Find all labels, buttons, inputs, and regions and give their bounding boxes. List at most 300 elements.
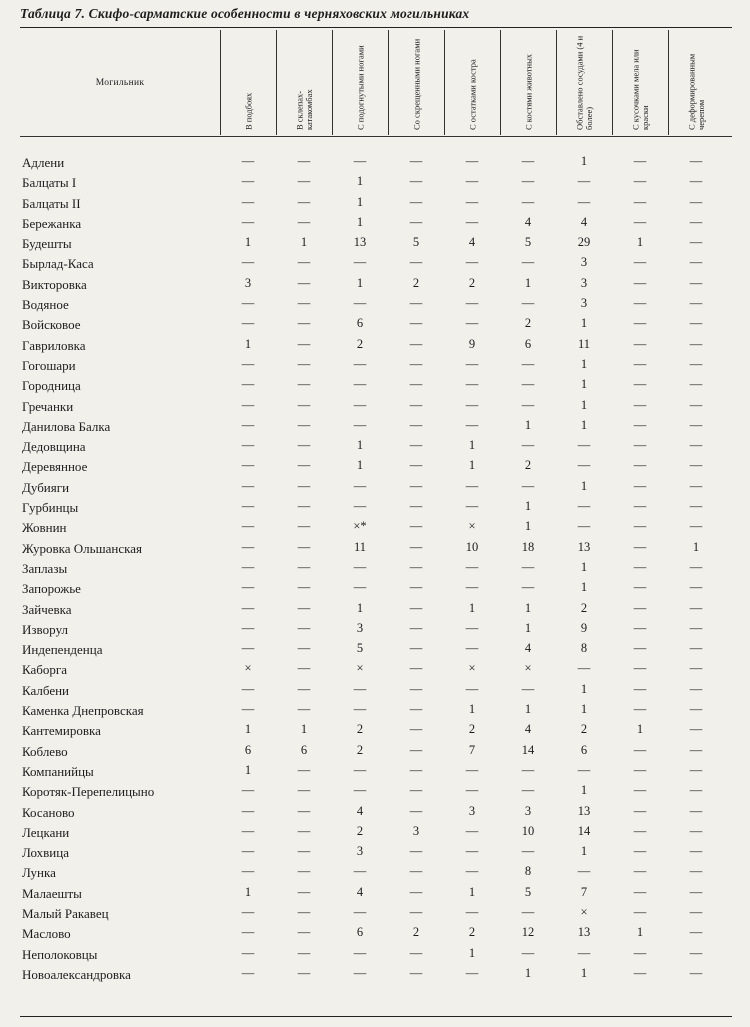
table-cell: —: [297, 296, 311, 311]
table-cell: —: [465, 194, 479, 209]
table-cell: —: [521, 904, 535, 919]
table-row: [20, 517, 732, 537]
table-cell: —: [409, 742, 423, 757]
table-cell: 1: [580, 783, 588, 798]
table-cell: 1: [468, 600, 476, 615]
table-cell: 3: [356, 844, 364, 859]
table-cell: ×: [244, 661, 252, 676]
table-cell: —: [353, 377, 367, 392]
table-cell: 1: [580, 377, 588, 392]
table-cell: —: [241, 438, 255, 453]
table-cell: —: [689, 600, 703, 615]
table-cell: —: [241, 255, 255, 270]
table-cell: —: [689, 580, 703, 595]
table-cell: 1: [356, 600, 364, 615]
table-cell: 2: [580, 600, 588, 615]
table-cell: —: [689, 904, 703, 919]
table-cell: —: [465, 499, 479, 514]
table-cell: 1: [580, 702, 588, 717]
table-cell: —: [241, 803, 255, 818]
table-cell: —: [353, 762, 367, 777]
table-cell: —: [633, 945, 647, 960]
table-cell: —: [577, 945, 591, 960]
header-in-catacombs: [276, 30, 333, 135]
table-cell: —: [633, 965, 647, 980]
table-cell: —: [633, 519, 647, 534]
table-cell: —: [241, 702, 255, 717]
table-cell: —: [633, 478, 647, 493]
table-cell: —: [633, 762, 647, 777]
cemetery-name: Лунка: [22, 865, 56, 881]
table-row: [20, 862, 732, 882]
table-cell: —: [241, 356, 255, 371]
table-cell: 3: [412, 823, 420, 838]
table-cell: 1: [580, 681, 588, 696]
table-cell: —: [689, 336, 703, 351]
table-cell: —: [409, 154, 423, 168]
table-cell: —: [521, 397, 535, 412]
header-in-catacombs-label: В склепах- катакомбах: [294, 89, 314, 130]
table-cell: —: [297, 194, 311, 209]
table-cell: —: [689, 702, 703, 717]
table-row: [20, 213, 732, 233]
table-cell: 6: [356, 925, 364, 940]
table-row: [20, 193, 732, 213]
table-cell: —: [353, 580, 367, 595]
table-cell: —: [633, 783, 647, 798]
table-cell: 1: [524, 499, 532, 514]
table-row: [20, 700, 732, 720]
table-cell: —: [465, 255, 479, 270]
table-cell: —: [409, 884, 423, 899]
table-cell: —: [297, 620, 311, 635]
table-cell: —: [353, 681, 367, 696]
table-row: [20, 903, 732, 923]
table-cell: —: [689, 661, 703, 676]
table-cell: —: [241, 965, 255, 980]
table-cell: 3: [580, 275, 588, 290]
table-cell: —: [353, 417, 367, 432]
table-body: [20, 152, 732, 984]
cemetery-name: Бережанка: [22, 215, 82, 231]
table-cell: —: [297, 580, 311, 595]
table-cell: 1: [524, 275, 532, 290]
table-cell: 2: [412, 925, 420, 940]
cemetery-name: Войсковое: [22, 317, 81, 333]
table-cell: —: [297, 945, 311, 960]
cemetery-name: Маслово: [22, 926, 71, 942]
table-cell: —: [241, 458, 255, 473]
table-cell: 1: [300, 722, 308, 737]
table-cell: —: [409, 519, 423, 534]
table-cell: —: [409, 417, 423, 432]
table-cell: —: [689, 377, 703, 392]
table-cell: —: [241, 417, 255, 432]
cemetery-name: Адлени: [22, 155, 65, 170]
table-cell: 5: [524, 235, 532, 250]
table-cell: 13: [577, 925, 591, 940]
table-cell: —: [521, 194, 535, 209]
table-cell: —: [409, 458, 423, 473]
table-cell: —: [409, 336, 423, 351]
table-cell: 3: [524, 803, 532, 818]
table-row: [20, 172, 732, 192]
table-cell: —: [409, 499, 423, 514]
table-cell: —: [633, 255, 647, 270]
table-cell: —: [521, 681, 535, 696]
table-cell: —: [409, 559, 423, 574]
table-cell: —: [633, 661, 647, 676]
cemetery-name: Кантемировка: [22, 723, 101, 739]
header-rule: [20, 136, 732, 137]
table-cell: —: [633, 742, 647, 757]
table-cell: —: [689, 174, 703, 189]
table-cell: —: [241, 214, 255, 229]
table-cell: —: [521, 377, 535, 392]
table-row: [20, 335, 732, 355]
table-cell: 1: [468, 884, 476, 899]
table-cell: 1: [580, 559, 588, 574]
table-cell: —: [297, 174, 311, 189]
table-cell: 10: [521, 823, 535, 838]
table-cell: —: [241, 945, 255, 960]
table-cell: 7: [580, 884, 588, 899]
table-cell: —: [353, 965, 367, 980]
table-cell: —: [689, 275, 703, 290]
table-row: [20, 842, 732, 862]
table-cell: —: [353, 559, 367, 574]
table-cell: —: [689, 884, 703, 899]
table-cell: —: [689, 965, 703, 980]
table-cell: —: [409, 478, 423, 493]
table-cell: —: [521, 844, 535, 859]
table-cell: —: [633, 904, 647, 919]
table-cell: —: [689, 559, 703, 574]
table-row: [20, 375, 732, 395]
cemetery-name: Балцаты I: [22, 175, 77, 191]
table-cell: 1: [524, 600, 532, 615]
table-cell: —: [409, 904, 423, 919]
table-cell: —: [409, 620, 423, 635]
cemetery-name: Коблево: [22, 743, 68, 759]
table-cell: —: [297, 783, 311, 798]
table-cell: —: [689, 478, 703, 493]
table-cell: 6: [300, 742, 308, 757]
header-deformed-skull-label: С деформированным черепом: [686, 53, 706, 130]
table-cell: —: [633, 803, 647, 818]
table-cell: 6: [580, 742, 588, 757]
cemetery-name: Журовка Ольшанская: [22, 540, 142, 556]
table-cell: —: [353, 702, 367, 717]
table-cell: —: [409, 194, 423, 209]
table-cell: —: [353, 356, 367, 371]
bottom-rule: [20, 1016, 732, 1017]
table-cell: —: [409, 600, 423, 615]
table-cell: —: [409, 722, 423, 737]
table-cell: —: [465, 154, 479, 168]
table-cell: 1: [524, 519, 532, 534]
table-cell: —: [241, 296, 255, 311]
table-cell: 1: [580, 397, 588, 412]
table-cell: 3: [356, 620, 364, 635]
table-row: [20, 477, 732, 497]
cemetery-name: Городница: [22, 378, 81, 394]
table-cell: 1: [468, 702, 476, 717]
table-cell: 2: [524, 316, 532, 331]
table-cell: 1: [580, 154, 588, 168]
cemetery-name: Гогошари: [22, 357, 76, 373]
table-cell: —: [353, 499, 367, 514]
table-cell: 12: [521, 925, 535, 940]
top-rule: [20, 27, 732, 28]
table-cell: —: [577, 762, 591, 777]
table-cell: —: [465, 478, 479, 493]
table-cell: 2: [412, 275, 420, 290]
table-cell: —: [689, 397, 703, 412]
table-cell: —: [241, 499, 255, 514]
table-row: [20, 558, 732, 578]
cemetery-name: Данилова Балка: [22, 418, 111, 434]
table-cell: —: [577, 499, 591, 514]
table-cell: —: [297, 356, 311, 371]
table-row: [20, 152, 732, 172]
table-cell: —: [633, 620, 647, 635]
table-cell: 1: [524, 417, 532, 432]
header-fire-remains-label: С остатками костра: [467, 59, 478, 130]
table-cell: —: [353, 864, 367, 879]
table-cell: 13: [353, 235, 367, 250]
table-cell: —: [577, 519, 591, 534]
header-fire-remains: [444, 30, 501, 135]
table-cell: —: [297, 438, 311, 453]
table-cell: —: [465, 904, 479, 919]
table-cell: 5: [356, 641, 364, 656]
table-cell: —: [409, 438, 423, 453]
table-cell: 11: [353, 539, 367, 554]
table-cell: —: [633, 154, 647, 168]
table-cell: —: [241, 194, 255, 209]
table-cell: —: [521, 174, 535, 189]
table-cell: —: [633, 397, 647, 412]
table-cell: 2: [468, 722, 476, 737]
table-cell: —: [465, 864, 479, 879]
table-cell: ×: [524, 661, 532, 676]
table-cell: 2: [356, 336, 364, 351]
table-cell: —: [521, 356, 535, 371]
table-row: [20, 355, 732, 375]
table-row: [20, 944, 732, 964]
table-cell: —: [297, 214, 311, 229]
table-cell: —: [577, 194, 591, 209]
cemetery-name: Гречанки: [22, 398, 74, 414]
table-cell: 10: [465, 539, 479, 554]
table-row: [20, 883, 732, 903]
table-cell: 1: [524, 702, 532, 717]
table-row: [20, 781, 732, 801]
cemetery-name: Коротяк-Перепелицыно: [22, 784, 155, 800]
table-cell: 1: [356, 438, 364, 453]
table-cell: 14: [521, 742, 535, 757]
table-row: [20, 253, 732, 273]
table-cell: 1: [636, 235, 644, 250]
cemetery-name: Деревянное: [22, 459, 88, 475]
table-cell: —: [409, 174, 423, 189]
table-cell: 1: [580, 417, 588, 432]
table-cell: —: [577, 174, 591, 189]
table-cell: 1: [356, 174, 364, 189]
table-cell: 1: [468, 458, 476, 473]
table-cell: —: [689, 438, 703, 453]
table-cell: 1: [580, 580, 588, 595]
header-crossed-legs-label: Со скрещенными ногами: [411, 38, 422, 130]
table-cell: —: [465, 377, 479, 392]
table-cell: —: [633, 377, 647, 392]
table-cell: —: [409, 641, 423, 656]
header-crossed-legs: [388, 30, 445, 135]
cemetery-name: Заплазы: [22, 560, 68, 576]
table-cell: —: [241, 904, 255, 919]
table-cell: —: [689, 722, 703, 737]
table-cell: —: [689, 844, 703, 859]
table-cell: ×: [580, 904, 588, 919]
table-cell: —: [297, 661, 311, 676]
table-cell: —: [689, 154, 703, 168]
table-cell: —: [633, 174, 647, 189]
table-cell: —: [465, 417, 479, 432]
table-cell: —: [521, 154, 535, 168]
table-cell: —: [297, 925, 311, 940]
table-row: [20, 314, 732, 334]
table-cell: —: [689, 214, 703, 229]
table-cell: 1: [356, 275, 364, 290]
table-cell: —: [409, 965, 423, 980]
table-cell: —: [689, 316, 703, 331]
table-cell: —: [689, 681, 703, 696]
table-cell: —: [241, 783, 255, 798]
table-caption: Таблица 7. Скифо-сарматские особенности в черняховских могильниках: [20, 6, 470, 21]
table-cell: —: [241, 823, 255, 838]
table-cell: —: [353, 783, 367, 798]
header-in-podboy: [220, 30, 277, 135]
table-cell: —: [689, 823, 703, 838]
table-cell: 3: [468, 803, 476, 818]
table-cell: —: [297, 762, 311, 777]
table-cell: —: [353, 478, 367, 493]
cemetery-name: Дубияги: [22, 479, 70, 495]
table-cell: —: [409, 397, 423, 412]
cemetery-name: Извоpул: [22, 621, 68, 637]
table-cell: —: [689, 864, 703, 879]
table-cell: —: [633, 194, 647, 209]
table-cell: —: [521, 559, 535, 574]
table-cell: —: [521, 296, 535, 311]
table-cell: —: [297, 681, 311, 696]
table-cell: ×*: [353, 519, 367, 534]
table-cell: —: [633, 641, 647, 656]
table-cell: —: [465, 316, 479, 331]
table-cell: —: [521, 580, 535, 595]
table-cell: —: [241, 641, 255, 656]
table-cell: —: [241, 316, 255, 331]
table-cell: 1: [356, 458, 364, 473]
table-cell: —: [633, 336, 647, 351]
table-cell: —: [633, 275, 647, 290]
table-cell: —: [521, 762, 535, 777]
table-cell: —: [633, 417, 647, 432]
table-cell: 6: [524, 336, 532, 351]
table-cell: —: [465, 641, 479, 656]
table-cell: —: [577, 438, 591, 453]
table-row: [20, 578, 732, 598]
table-cell: —: [633, 884, 647, 899]
table-cell: —: [409, 580, 423, 595]
table-cell: —: [297, 458, 311, 473]
table-cell: —: [689, 803, 703, 818]
header-animal-bones: [500, 30, 557, 135]
table-cell: —: [241, 154, 255, 168]
table-cell: —: [633, 539, 647, 554]
table-cell: —: [241, 174, 255, 189]
cemetery-name: Каборга: [22, 662, 67, 678]
table-cell: —: [689, 356, 703, 371]
table-cell: —: [409, 803, 423, 818]
table-row: [20, 497, 732, 517]
table-cell: 1: [244, 762, 252, 777]
table-cell: —: [577, 661, 591, 676]
cemetery-name: Викторовка: [22, 276, 87, 292]
table-cell: —: [297, 803, 311, 818]
table-cell: —: [465, 783, 479, 798]
header-vessels: [556, 30, 613, 135]
table-cell: —: [633, 681, 647, 696]
table-row: [20, 436, 732, 456]
table-cell: —: [521, 945, 535, 960]
table-cell: 1: [244, 235, 252, 250]
table-cell: —: [465, 174, 479, 189]
table-cell: ×: [356, 661, 364, 676]
table-cell: 1: [356, 194, 364, 209]
table-row: [20, 822, 732, 842]
table-cell: 2: [468, 925, 476, 940]
header-bent-legs: [332, 30, 389, 135]
table-cell: —: [465, 844, 479, 859]
table-cell: —: [465, 762, 479, 777]
header-in-podboy-label: В подбоях: [243, 92, 254, 130]
table-cell: —: [465, 620, 479, 635]
table-cell: —: [241, 539, 255, 554]
table-cell: —: [353, 255, 367, 270]
table-cell: —: [241, 844, 255, 859]
table-cell: 6: [356, 316, 364, 331]
table-cell: —: [297, 965, 311, 980]
table-cell: —: [521, 478, 535, 493]
cemetery-name: Компанийцы: [22, 763, 94, 779]
table-cell: 3: [580, 296, 588, 311]
table-cell: 4: [524, 722, 532, 737]
table-cell: —: [409, 377, 423, 392]
table-cell: —: [409, 255, 423, 270]
table-cell: 2: [356, 823, 364, 838]
table-cell: 1: [244, 722, 252, 737]
table-cell: —: [409, 945, 423, 960]
table-cell: —: [633, 499, 647, 514]
table-cell: 4: [356, 884, 364, 899]
table-cell: 4: [524, 641, 532, 656]
table-cell: —: [465, 580, 479, 595]
table-cell: —: [297, 154, 311, 168]
table-cell: —: [633, 458, 647, 473]
table-cell: 2: [356, 742, 364, 757]
